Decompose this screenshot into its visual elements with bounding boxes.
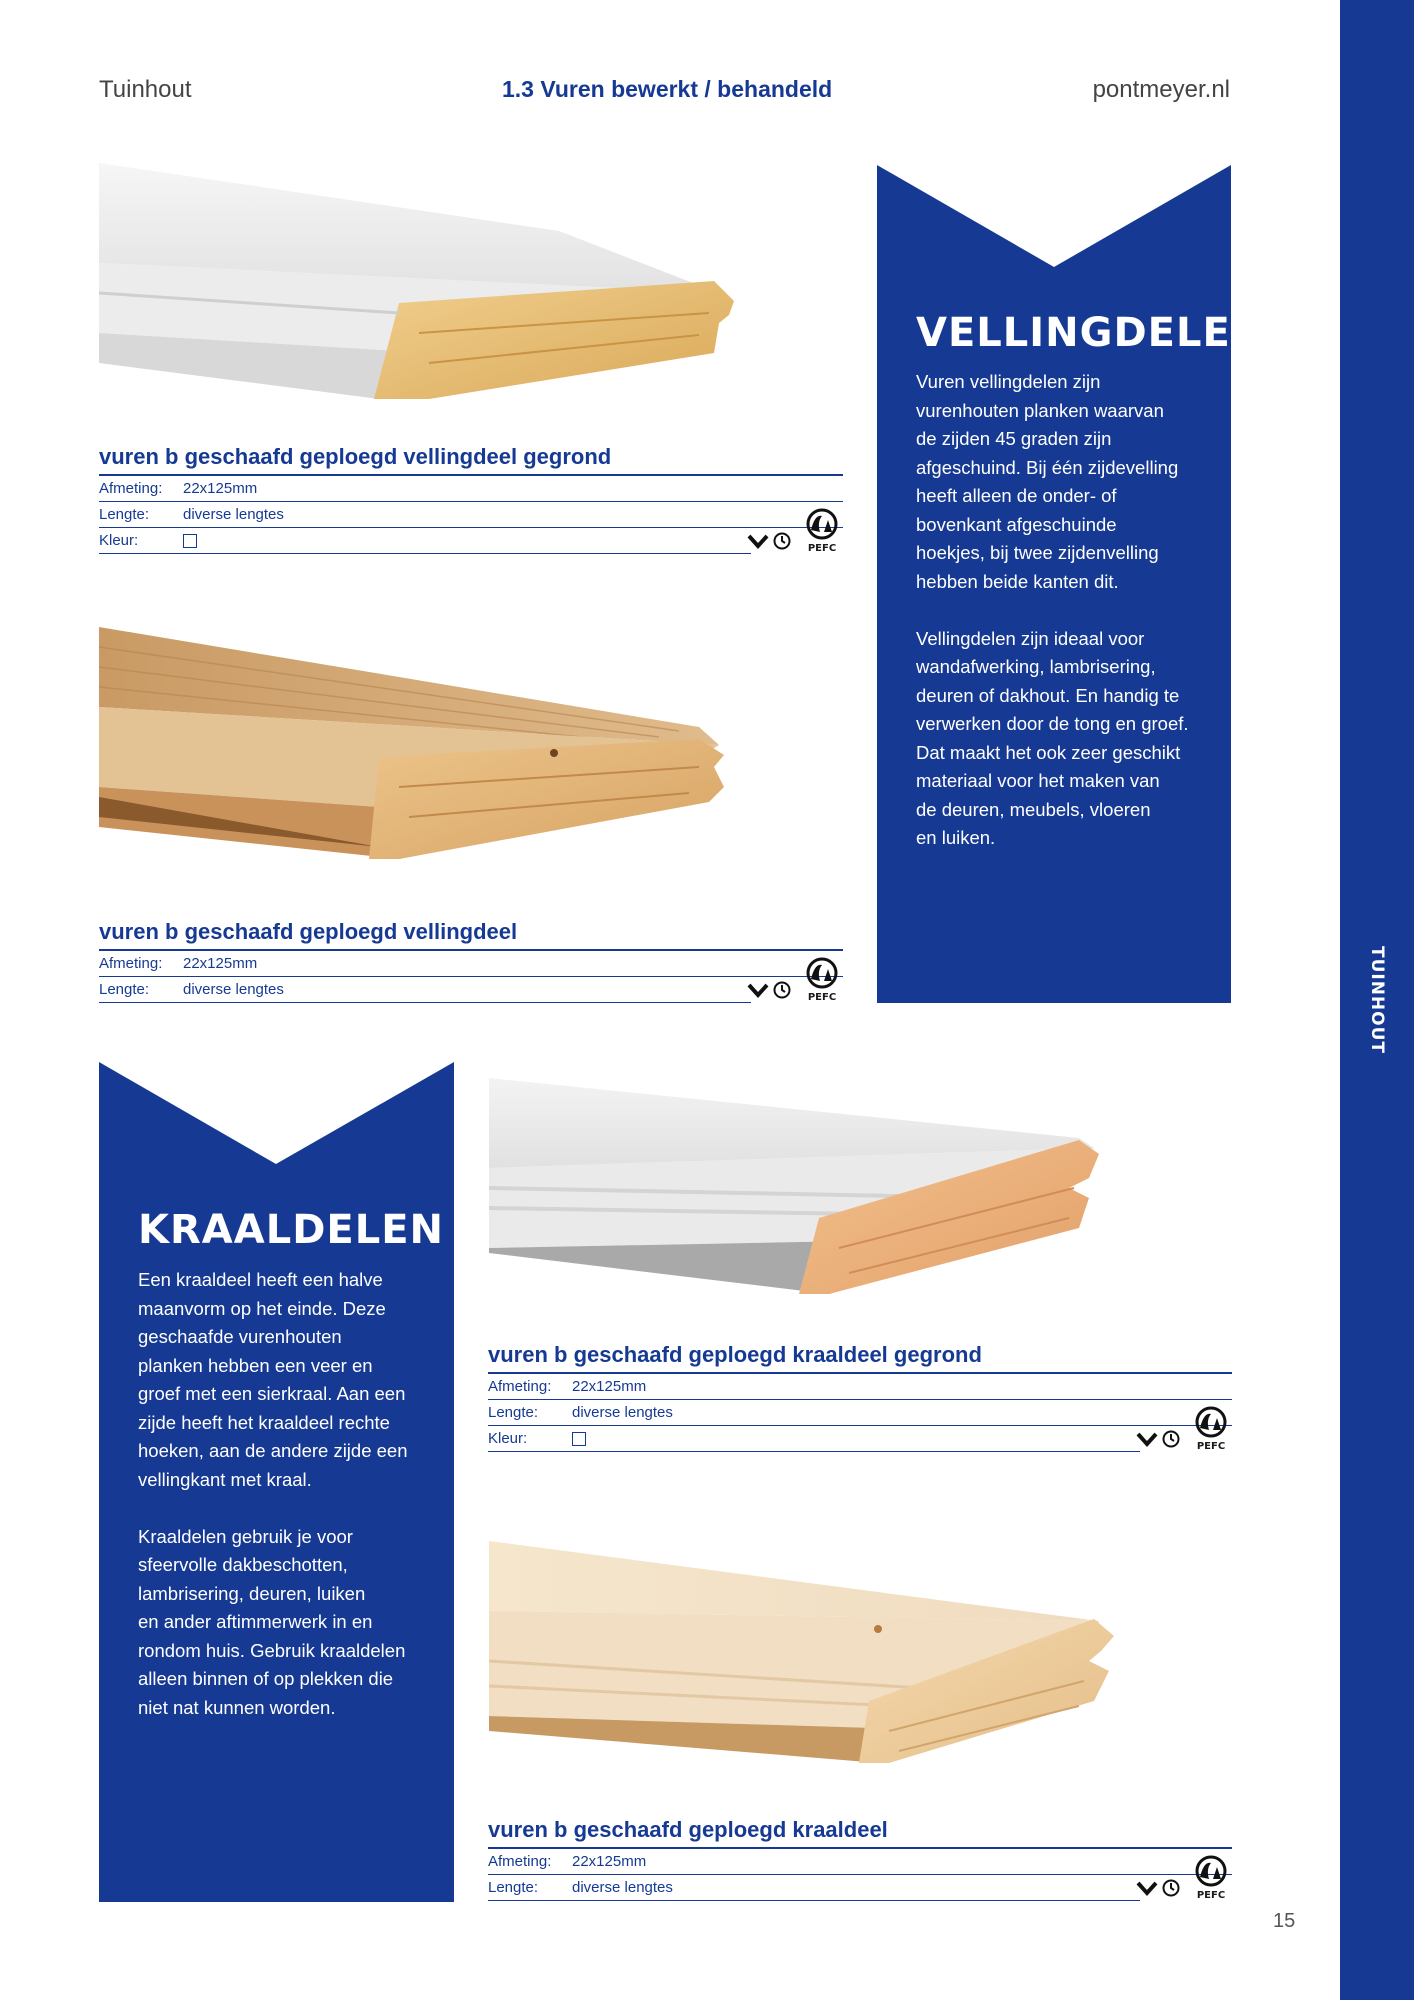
page-number: 15 [1273, 1910, 1296, 1932]
chevron-down-icon [747, 532, 769, 550]
kraaldelen-title: KRAALDELEN [138, 1207, 445, 1253]
lengte-label: Lengte: [488, 1879, 539, 1896]
product-kraaldeel [488, 1816, 1232, 1901]
chevron-down-icon [747, 981, 769, 999]
kleur-label: Kleur: [488, 1430, 528, 1447]
product-image-vellingdeel [99, 627, 729, 859]
pefc-logo-icon: PEFC [801, 508, 843, 554]
chevron-down-icon [1136, 1430, 1158, 1448]
afmeting-label: Afmeting: [488, 1378, 552, 1395]
color-swatch-white [183, 534, 197, 548]
vellingdelen-text: Vuren vellingdelen zijn vurenhouten planken waarvan de zijden 45 graden zijn afgeschuind. Bij één zijdevelling heeft alleen de onder- of bovenkant afgeschuinde hoekjes, bij twee zijdenvelling hebben beide kanten dit. Vellingdelen zijn ideaal voor wandafwerking, lambrisering, deuren of dakhout. En handig te verwerken door de tong en groef. Dat maakt het ook zeer geschikt materiaal voor het maken van de deuren, meubels, vloeren en luiken. [916, 371, 1189, 848]
pefc-logo-icon: PEFC [1190, 1855, 1232, 1901]
clock-icon [773, 981, 791, 999]
lengte-value: diverse lengtes [572, 1404, 673, 1421]
clock-icon [1162, 1430, 1180, 1448]
product-image-kraaldeel-gegrond [489, 1078, 1101, 1294]
section-label: Tuinhout [99, 76, 192, 103]
product-icons [747, 506, 843, 554]
product-vellingdeel [99, 918, 843, 1003]
chevron-down-icon [1136, 1879, 1158, 1897]
lengte-value: diverse lengtes [572, 1879, 673, 1896]
afmeting-value: 22x125mm [572, 1853, 647, 1870]
vellingdelen-title: VELLINGDELEN [916, 310, 1266, 356]
afmeting-label: Afmeting: [99, 955, 163, 972]
clock-icon [1162, 1879, 1180, 1897]
product-title: vuren b geschaafd geploegd vellingdeel gegrond [99, 443, 843, 476]
product-title: vuren b geschaafd geploegd kraaldeel [488, 1816, 1232, 1849]
kleur-label: Kleur: [99, 532, 139, 549]
product-icons [747, 955, 843, 1003]
product-title: vuren b geschaafd geploegd kraaldeel gegrond [488, 1341, 1232, 1374]
lengte-label: Lengte: [99, 981, 150, 998]
lengte-value: diverse lengtes [183, 506, 284, 523]
afmeting-label: Afmeting: [488, 1853, 552, 1870]
product-kraaldeel-gegrond [488, 1341, 1232, 1452]
lengte-label: Lengte: [488, 1404, 539, 1421]
afmeting-value: 22x125mm [183, 480, 258, 497]
product-image-kraaldeel [489, 1541, 1149, 1763]
pefc-logo-icon: PEFC [801, 957, 843, 1003]
vellingdelen-info-box [877, 165, 1266, 1003]
afmeting-value: 22x125mm [183, 955, 258, 972]
kraaldelen-text: Een kraaldeel heeft een halve maanvorm op het einde. Deze geschaafde vurenhouten planken hebben een veer en groef met een sierkraal. Aan een zijde heeft het kraaldeel rechte hoeken, aan de andere zijde een vellingkant met kraal. Kraaldelen gebruik je voor sfeervolle dakbeschotten, lambrisering, deuren, luiken en ander aftimmerwerk in en rondom huis. Gebruik kraaldelen alleen binnen of op plekken die niet nat kunnen worden. [138, 1269, 408, 1718]
product-icons [1136, 1853, 1232, 1901]
pefc-logo-icon: PEFC [1190, 1406, 1232, 1452]
product-icons [1136, 1404, 1232, 1452]
product-title: vuren b geschaafd geploegd vellingdeel [99, 918, 843, 951]
page-title: 1.3 Vuren bewerkt / behandeld [502, 76, 833, 102]
lengte-value: diverse lengtes [183, 981, 284, 998]
lengte-label: Lengte: [99, 506, 150, 523]
afmeting-value: 22x125mm [572, 1378, 647, 1395]
afmeting-label: Afmeting: [99, 480, 163, 497]
website-link[interactable]: pontmeyer.nl [1092, 76, 1230, 103]
clock-icon [773, 532, 791, 550]
side-tab-label: TUINHOUT [1367, 945, 1387, 1055]
kraaldelen-info-box [99, 1062, 454, 1902]
color-swatch-white [572, 1432, 586, 1446]
product-image-vellingdeel-gegrond [99, 163, 739, 399]
product-vellingdeel-gegrond [99, 443, 843, 554]
